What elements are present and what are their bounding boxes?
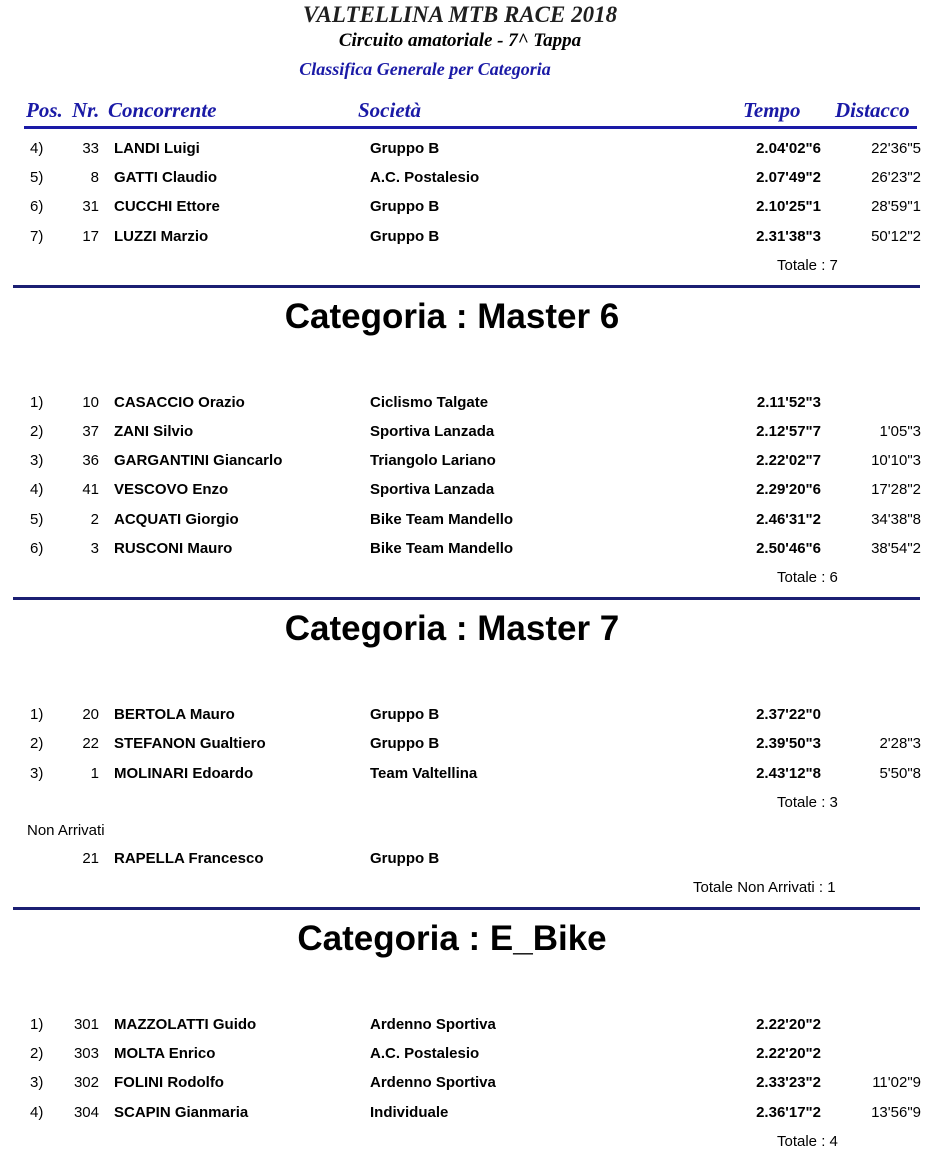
row-time: 2.43'12"8 <box>756 765 821 782</box>
event-title: VALTELLINA MTB RACE 2018 <box>302 2 618 27</box>
row-name: STEFANON Gualtiero <box>114 735 266 752</box>
report-title: Classifica Generale per Categoria <box>299 59 551 79</box>
row-pos: 4) <box>30 481 44 498</box>
row-time: 2.29'20"6 <box>756 481 821 498</box>
row-gap: 17'28"2 <box>871 481 921 498</box>
row-gap: 11'02"9 <box>872 1074 921 1091</box>
row-name: SCAPIN Gianmaria <box>114 1104 249 1121</box>
row-pos: 1) <box>30 394 44 411</box>
row-time: 2.39'50"3 <box>756 735 821 752</box>
row-gap: 5'50"8 <box>879 765 921 782</box>
row-team: Ciclismo Talgate <box>370 394 489 411</box>
row-bib: 37 <box>82 423 99 440</box>
row-pos: 5) <box>30 511 44 528</box>
table-row <box>0 706 950 728</box>
row-bib: 20 <box>82 706 99 723</box>
row-gap: 28'59"1 <box>871 198 921 215</box>
row-gap: 10'10"3 <box>871 452 921 469</box>
table-row <box>0 540 950 562</box>
row-pos: 2) <box>30 1045 44 1062</box>
row-gap: 13'56"9 <box>871 1104 921 1121</box>
table-row <box>0 735 950 757</box>
row-name: RAPELLA Francesco <box>114 850 264 867</box>
row-name: ACQUATI Giorgio <box>114 511 239 528</box>
row-pos: 3) <box>30 452 44 469</box>
row-pos: 4) <box>30 140 44 157</box>
row-bib: 1 <box>90 765 99 782</box>
table-row <box>0 394 950 416</box>
category-title: Categoria : Master 6 <box>284 297 620 336</box>
col-gap-header: Distacco <box>835 98 910 122</box>
row-team: A.C. Postalesio <box>370 1045 480 1062</box>
row-team: Triangolo Lariano <box>370 452 496 469</box>
row-time: 2.33'23"2 <box>756 1074 821 1091</box>
table-row <box>0 1016 950 1038</box>
row-bib: 22 <box>82 735 99 752</box>
category-total: Totale : 3 <box>777 794 838 811</box>
row-pos: 4) <box>30 1104 44 1121</box>
row-bib: 303 <box>73 1045 99 1062</box>
table-row <box>0 850 950 872</box>
row-name: MOLTA Enrico <box>114 1045 216 1062</box>
row-gap: 26'23"2 <box>871 169 921 186</box>
row-gap: 2'28"3 <box>879 735 921 752</box>
row-bib: 10 <box>82 394 99 411</box>
row-pos: 2) <box>30 735 44 752</box>
non-arrived-total: Totale Non Arrivati : 1 <box>693 879 836 896</box>
row-team: Individuale <box>370 1104 449 1121</box>
row-team: Gruppo B <box>370 198 440 215</box>
row-team: Bike Team Mandello <box>370 540 514 557</box>
row-team: Bike Team Mandello <box>370 511 514 528</box>
header-divider <box>24 126 917 129</box>
row-bib: 36 <box>82 452 99 469</box>
table-row <box>0 140 950 162</box>
table-row <box>0 228 950 250</box>
row-time: 2.11'52"3 <box>756 394 821 411</box>
row-bib: 41 <box>82 481 99 498</box>
row-gap: 38'54"2 <box>871 540 921 557</box>
row-name: BERTOLA Mauro <box>114 706 235 723</box>
row-bib: 17 <box>82 228 99 245</box>
row-bib: 2 <box>90 511 99 528</box>
row-team: Gruppo B <box>370 850 440 867</box>
category-total: Totale : 7 <box>777 257 838 274</box>
row-bib: 21 <box>82 850 99 867</box>
category-total: Totale : 6 <box>777 569 838 586</box>
row-pos: 3) <box>30 765 44 782</box>
table-row <box>0 198 950 220</box>
row-bib: 31 <box>82 198 99 215</box>
row-time: 2.31'38"3 <box>756 228 821 245</box>
row-name: CASACCIO Orazio <box>114 394 245 411</box>
row-time: 2.37'22"0 <box>756 706 821 723</box>
table-row <box>0 452 950 474</box>
row-time: 2.22'02"7 <box>756 452 821 469</box>
row-time: 2.04'02"6 <box>756 140 821 157</box>
event-subtitle: Circuito amatoriale - 7^ Tappa <box>338 30 582 51</box>
section-divider <box>13 285 920 288</box>
table-row <box>0 169 950 191</box>
category-title: Categoria : Master 7 <box>284 609 620 648</box>
row-time: 2.22'20"2 <box>756 1045 821 1062</box>
row-gap: 50'12"2 <box>871 228 921 245</box>
row-team: Gruppo B <box>370 228 440 245</box>
section-divider <box>13 597 920 600</box>
row-name: GARGANTINI Giancarlo <box>114 452 283 469</box>
row-name: RUSCONI Mauro <box>114 540 233 557</box>
row-name: LUZZI Marzio <box>114 228 209 245</box>
col-time-header: Tempo <box>743 98 801 122</box>
row-team: Gruppo B <box>370 706 440 723</box>
row-bib: 302 <box>73 1074 99 1091</box>
row-time: 2.07'49"2 <box>756 169 821 186</box>
row-time: 2.36'17"2 <box>756 1104 821 1121</box>
row-pos: 6) <box>30 198 44 215</box>
row-name: MAZZOLATTI Guido <box>114 1016 257 1033</box>
row-name: MOLINARI Edoardo <box>114 765 254 782</box>
row-team: Ardenno Sportiva <box>370 1074 496 1091</box>
section-divider <box>13 907 920 910</box>
row-time: 2.10'25"1 <box>756 198 821 215</box>
row-pos: 1) <box>30 1016 44 1033</box>
row-team: A.C. Postalesio <box>370 169 480 186</box>
row-gap: 34'38"8 <box>871 511 921 528</box>
table-row <box>0 1074 950 1096</box>
row-pos: 5) <box>30 169 44 186</box>
col-name-header: Concorrente <box>108 98 217 122</box>
row-name: LANDI Luigi <box>114 140 200 157</box>
category-title: Categoria : E_Bike <box>297 919 607 958</box>
row-team: Gruppo B <box>370 140 440 157</box>
row-time: 2.22'20"2 <box>756 1016 821 1033</box>
col-team-header: Società <box>358 98 421 122</box>
category-total: Totale : 4 <box>777 1133 838 1150</box>
row-name: VESCOVO Enzo <box>114 481 229 498</box>
row-team: Ardenno Sportiva <box>370 1016 496 1033</box>
table-row <box>0 423 950 445</box>
row-name: GATTI Claudio <box>114 169 218 186</box>
row-pos: 7) <box>30 228 44 245</box>
row-time: 2.12'57"7 <box>756 423 821 440</box>
table-row <box>0 1045 950 1067</box>
row-bib: 304 <box>73 1104 99 1121</box>
col-pos-header: Pos. <box>26 98 63 122</box>
row-pos: 1) <box>30 706 44 723</box>
table-row <box>0 511 950 533</box>
row-pos: 3) <box>30 1074 44 1091</box>
row-bib: 3 <box>90 540 99 557</box>
row-bib: 8 <box>90 169 99 186</box>
row-gap: 1'05"3 <box>879 423 921 440</box>
col-nr-header: Nr. <box>72 98 100 122</box>
row-team: Gruppo B <box>370 735 440 752</box>
row-team: Sportiva Lanzada <box>370 481 495 498</box>
row-pos: 6) <box>30 540 44 557</box>
table-row <box>0 481 950 503</box>
row-name: ZANI Silvio <box>114 423 194 440</box>
row-time: 2.46'31"2 <box>756 511 821 528</box>
row-bib: 301 <box>73 1016 99 1033</box>
row-name: FOLINI Rodolfo <box>114 1074 224 1091</box>
row-team: Team Valtellina <box>370 765 478 782</box>
row-name: CUCCHI Ettore <box>114 198 220 215</box>
row-pos: 2) <box>30 423 44 440</box>
table-row <box>0 765 950 787</box>
row-team: Sportiva Lanzada <box>370 423 495 440</box>
row-gap: 22'36"5 <box>871 140 921 157</box>
table-row <box>0 1104 950 1126</box>
row-time: 2.50'46"6 <box>756 540 821 557</box>
non-arrived-label: Non Arrivati <box>27 822 105 839</box>
row-bib: 33 <box>82 140 99 157</box>
